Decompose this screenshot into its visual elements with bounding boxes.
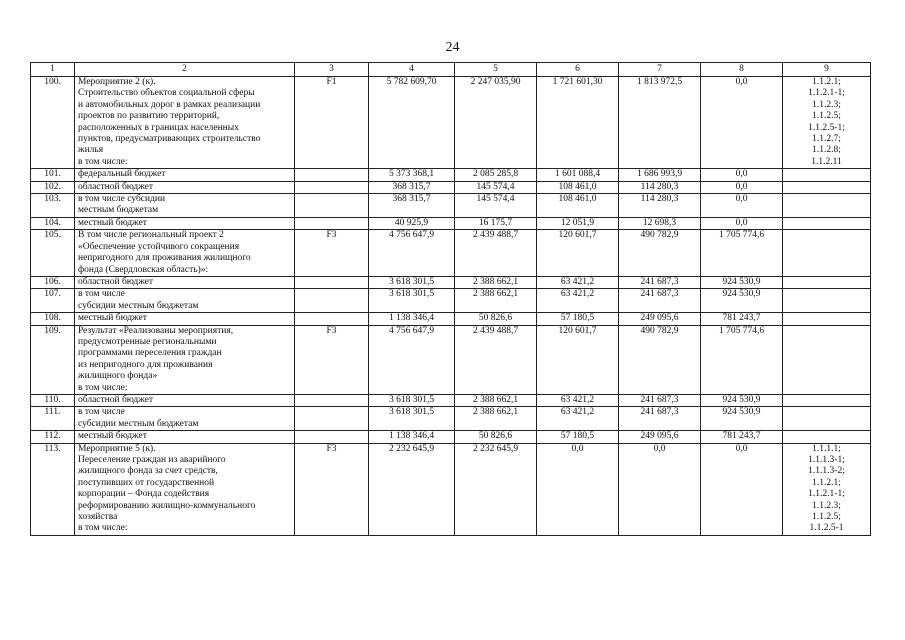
row-description — [75, 289, 295, 313]
value-col-7: 241 687,3 — [619, 394, 701, 406]
reference-item: 1.1.2.3; — [812, 99, 841, 110]
value-col-4: 40 925,9 — [369, 217, 455, 229]
table-row — [31, 313, 871, 325]
value-col-5: 2 388 662,1 — [455, 276, 537, 288]
description-line: жилищного фонда за счет средств, — [78, 466, 218, 477]
value-col-7: 249 095,6 — [619, 431, 701, 443]
description-line: «Обеспечение устойчивого сокращения — [78, 241, 240, 252]
row-number: 104. — [31, 217, 75, 229]
row-number: 108. — [31, 313, 75, 325]
value-col-8: 0,0 — [701, 169, 783, 181]
value-col-8: 0,0 — [701, 77, 783, 169]
row-code — [295, 407, 369, 431]
row-number: 113. — [31, 443, 75, 535]
table-row — [31, 394, 871, 406]
value-col-6: 108 461,0 — [537, 181, 619, 193]
row-references — [783, 431, 871, 443]
row-references — [783, 313, 871, 325]
row-references — [783, 276, 871, 288]
row-references — [783, 407, 871, 431]
value-col-6: 57 180,5 — [537, 431, 619, 443]
table-row — [31, 181, 871, 193]
table-row — [31, 169, 871, 181]
description-line: местный бюджет — [78, 431, 147, 442]
value-col-8: 781 243,7 — [701, 431, 783, 443]
description-line: в том числе — [78, 407, 125, 418]
description-line: Строительство объектов социальной сферы — [78, 88, 255, 99]
row-description — [75, 276, 295, 288]
description-line: субсидии местным бюджетам — [78, 300, 199, 311]
value-col-6: 63 421,2 — [537, 289, 619, 313]
row-description — [75, 230, 295, 277]
row-references — [783, 169, 871, 181]
description-line: предусмотренные региональными — [78, 336, 217, 347]
value-col-4: 3 618 301,5 — [369, 407, 455, 431]
row-code — [295, 169, 369, 181]
row-references — [783, 394, 871, 406]
description-line: областной бюджет — [78, 181, 154, 192]
value-col-7: 12 698,3 — [619, 217, 701, 229]
table-row — [31, 217, 871, 229]
description-line: и автомобильных дорог в рамках реализации — [78, 99, 261, 110]
description-line: хозяйства — [78, 512, 118, 523]
row-references — [783, 194, 871, 218]
column-header: 8 — [701, 63, 783, 77]
row-code — [295, 276, 369, 288]
description-line: В том числе региональный проект 2 — [78, 230, 224, 241]
column-header: 6 — [537, 63, 619, 77]
value-col-7: 490 782,9 — [619, 230, 701, 277]
description-line: из непригодного для проживания — [78, 359, 213, 370]
value-col-6: 120 601,7 — [537, 325, 619, 394]
reference-item: 1.1.1.1; — [812, 443, 841, 454]
reference-item: 1.1.2.1; — [812, 477, 841, 488]
value-col-4: 1 138 346,4 — [369, 313, 455, 325]
reference-item: 1.1.2.3; — [812, 500, 841, 511]
description-line: поступивших от государственной — [78, 477, 215, 488]
value-col-8: 0,0 — [701, 217, 783, 229]
value-col-4: 3 618 301,5 — [369, 394, 455, 406]
value-col-6: 0,0 — [537, 443, 619, 535]
column-header: 3 — [295, 63, 369, 77]
value-col-5: 2 439 488,7 — [455, 230, 537, 277]
reference-item: 1.1.1.3-2; — [808, 466, 845, 477]
value-col-6: 1 721 601,30 — [537, 77, 619, 169]
value-col-7: 0,0 — [619, 443, 701, 535]
reference-item: 1.1.2.1-1; — [808, 489, 845, 500]
value-col-7: 241 687,3 — [619, 276, 701, 288]
description-line: Результат «Реализованы мероприятия, — [78, 325, 234, 336]
description-line: жилищного фонда» — [78, 371, 158, 382]
value-col-8: 0,0 — [701, 194, 783, 218]
description-line: проектов по развитию территорий, — [78, 111, 220, 122]
row-code — [295, 194, 369, 218]
value-col-4: 5 373 368,1 — [369, 169, 455, 181]
description-line: в том числе: — [78, 156, 128, 167]
value-col-8: 924 530,9 — [701, 394, 783, 406]
row-description — [75, 443, 295, 535]
column-header: 1 — [31, 63, 75, 77]
column-header: 4 — [369, 63, 455, 77]
row-number: 107. — [31, 289, 75, 313]
value-col-6: 63 421,2 — [537, 394, 619, 406]
reference-item: 1.1.2.7; — [812, 134, 841, 145]
row-description — [75, 394, 295, 406]
value-col-5: 2 388 662,1 — [455, 394, 537, 406]
row-code — [295, 217, 369, 229]
description-line: субсидии местным бюджетам — [78, 418, 199, 429]
value-col-8: 924 530,9 — [701, 276, 783, 288]
value-col-8: 1 705 774,6 — [701, 230, 783, 277]
value-col-6: 1 601 088,4 — [537, 169, 619, 181]
value-col-6: 63 421,2 — [537, 276, 619, 288]
value-col-5: 2 247 035,90 — [455, 77, 537, 169]
table-row — [31, 325, 871, 394]
value-col-5: 2 388 662,1 — [455, 289, 537, 313]
row-description — [75, 169, 295, 181]
value-col-5: 2 085 285,8 — [455, 169, 537, 181]
table-row — [31, 443, 871, 535]
value-col-7: 241 687,3 — [619, 407, 701, 431]
table-row — [31, 289, 871, 313]
description-line: областной бюджет — [78, 276, 154, 287]
row-code — [295, 313, 369, 325]
row-description — [75, 407, 295, 431]
reference-item: 1.1.2.11 — [811, 156, 842, 167]
value-col-6: 12 051,9 — [537, 217, 619, 229]
row-references — [783, 443, 871, 535]
row-references — [783, 289, 871, 313]
value-col-4: 3 618 301,5 — [369, 276, 455, 288]
row-code: F3 — [295, 325, 369, 394]
budget-table — [30, 62, 871, 536]
value-col-5: 50 826,6 — [455, 313, 537, 325]
value-col-8: 924 530,9 — [701, 289, 783, 313]
row-code — [295, 289, 369, 313]
description-line: жилья — [78, 145, 104, 156]
row-number: 101. — [31, 169, 75, 181]
value-col-4: 368 315,7 — [369, 181, 455, 193]
row-code: F1 — [295, 77, 369, 169]
row-code — [295, 181, 369, 193]
row-code: F3 — [295, 443, 369, 535]
row-number: 109. — [31, 325, 75, 394]
description-line: местный бюджет — [78, 313, 147, 324]
description-line: непригодного для проживания жилищного — [78, 253, 251, 264]
value-col-7: 241 687,3 — [619, 289, 701, 313]
row-number: 102. — [31, 181, 75, 193]
value-col-4: 5 782 609,70 — [369, 77, 455, 169]
row-description — [75, 77, 295, 169]
description-line: корпорации – Фонда содействия — [78, 489, 210, 500]
value-col-7: 114 280,3 — [619, 194, 701, 218]
description-line: областной бюджет — [78, 394, 154, 405]
reference-item: 1.1.2.5; — [812, 111, 841, 122]
row-references — [783, 181, 871, 193]
row-number: 105. — [31, 230, 75, 277]
reference-item: 1.1.2.5-1 — [809, 523, 844, 534]
value-col-8: 924 530,9 — [701, 407, 783, 431]
column-header: 2 — [75, 63, 295, 77]
value-col-7: 249 095,6 — [619, 313, 701, 325]
column-header: 7 — [619, 63, 701, 77]
row-code — [295, 431, 369, 443]
header-row — [31, 63, 871, 77]
value-col-6: 63 421,2 — [537, 407, 619, 431]
column-header: 5 — [455, 63, 537, 77]
value-col-7: 1 686 993,9 — [619, 169, 701, 181]
value-col-4: 3 618 301,5 — [369, 289, 455, 313]
reference-item: 1.1.2.5-1; — [808, 122, 845, 133]
description-line: пунктов, предусматривающих строительство — [78, 134, 261, 145]
value-col-8: 0,0 — [701, 443, 783, 535]
table-row — [31, 276, 871, 288]
row-description — [75, 181, 295, 193]
row-number: 100. — [31, 77, 75, 169]
value-col-5: 16 175,7 — [455, 217, 537, 229]
row-description — [75, 313, 295, 325]
reference-item: 1.1.1.3-1; — [808, 455, 845, 465]
reference-item: 1.1.2.8; — [812, 145, 841, 156]
reference-item: 1.1.2.1-1; — [808, 88, 845, 99]
value-col-4: 4 756 647,9 — [369, 325, 455, 394]
value-col-6: 57 180,5 — [537, 313, 619, 325]
row-references — [783, 217, 871, 229]
description-line: программами переселения граждан — [78, 348, 222, 359]
value-col-4: 4 756 647,9 — [369, 230, 455, 277]
value-col-7: 490 782,9 — [619, 325, 701, 394]
value-col-4: 2 232 645,9 — [369, 443, 455, 535]
value-col-5: 145 574,4 — [455, 194, 537, 218]
value-col-8: 0,0 — [701, 181, 783, 193]
table-row — [31, 230, 871, 277]
row-code: F3 — [295, 230, 369, 277]
value-col-4: 368 315,7 — [369, 194, 455, 218]
description-line: Переселение граждан из аварийного — [78, 455, 226, 465]
value-col-8: 1 705 774,6 — [701, 325, 783, 394]
value-col-5: 2 439 488,7 — [455, 325, 537, 394]
reference-item: 1.1.2.5; — [812, 512, 841, 523]
description-line: расположенных в границах населенных — [78, 122, 239, 133]
value-col-5: 2 232 645,9 — [455, 443, 537, 535]
row-description — [75, 431, 295, 443]
column-header: 9 — [783, 63, 871, 77]
table-row — [31, 194, 871, 218]
value-col-7: 114 280,3 — [619, 181, 701, 193]
value-col-5: 50 826,6 — [455, 431, 537, 443]
value-col-5: 2 388 662,1 — [455, 407, 537, 431]
description-line: местным бюджетам — [78, 205, 159, 216]
table-row — [31, 77, 871, 169]
description-line: в том числе: — [78, 382, 128, 393]
value-col-6: 120 601,7 — [537, 230, 619, 277]
row-number: 112. — [31, 431, 75, 443]
description-line: в том числе — [78, 289, 125, 300]
description-line: реформированию жилищно-коммунального — [78, 500, 256, 511]
row-code — [295, 394, 369, 406]
description-line: федеральный бюджет — [78, 169, 166, 180]
description-line: в том числе: — [78, 523, 128, 534]
row-number: 110. — [31, 394, 75, 406]
table-body — [31, 77, 871, 536]
table-row — [31, 407, 871, 431]
row-description — [75, 194, 295, 218]
row-number: 111. — [31, 407, 75, 431]
page-number: 24 — [445, 40, 460, 55]
value-col-4: 1 138 346,4 — [369, 431, 455, 443]
row-references — [783, 325, 871, 394]
value-col-7: 1 813 972,5 — [619, 77, 701, 169]
row-description — [75, 217, 295, 229]
reference-item: 1.1.2.1; — [812, 77, 841, 87]
value-col-5: 145 574,4 — [455, 181, 537, 193]
description-line: местный бюджет — [78, 217, 147, 228]
description-line: фонда (Свердловская область)»: — [78, 264, 209, 275]
row-number: 106. — [31, 276, 75, 288]
row-references — [783, 77, 871, 169]
row-number: 103. — [31, 194, 75, 218]
table-row — [31, 431, 871, 443]
value-col-6: 108 461,0 — [537, 194, 619, 218]
description-line: Мероприятие 2 (к). — [78, 77, 156, 87]
value-col-8: 781 243,7 — [701, 313, 783, 325]
row-references — [783, 230, 871, 277]
description-line: Мероприятие 5 (к). — [78, 443, 156, 454]
row-description — [75, 325, 295, 394]
description-line: в том числе субсидии — [78, 194, 166, 205]
